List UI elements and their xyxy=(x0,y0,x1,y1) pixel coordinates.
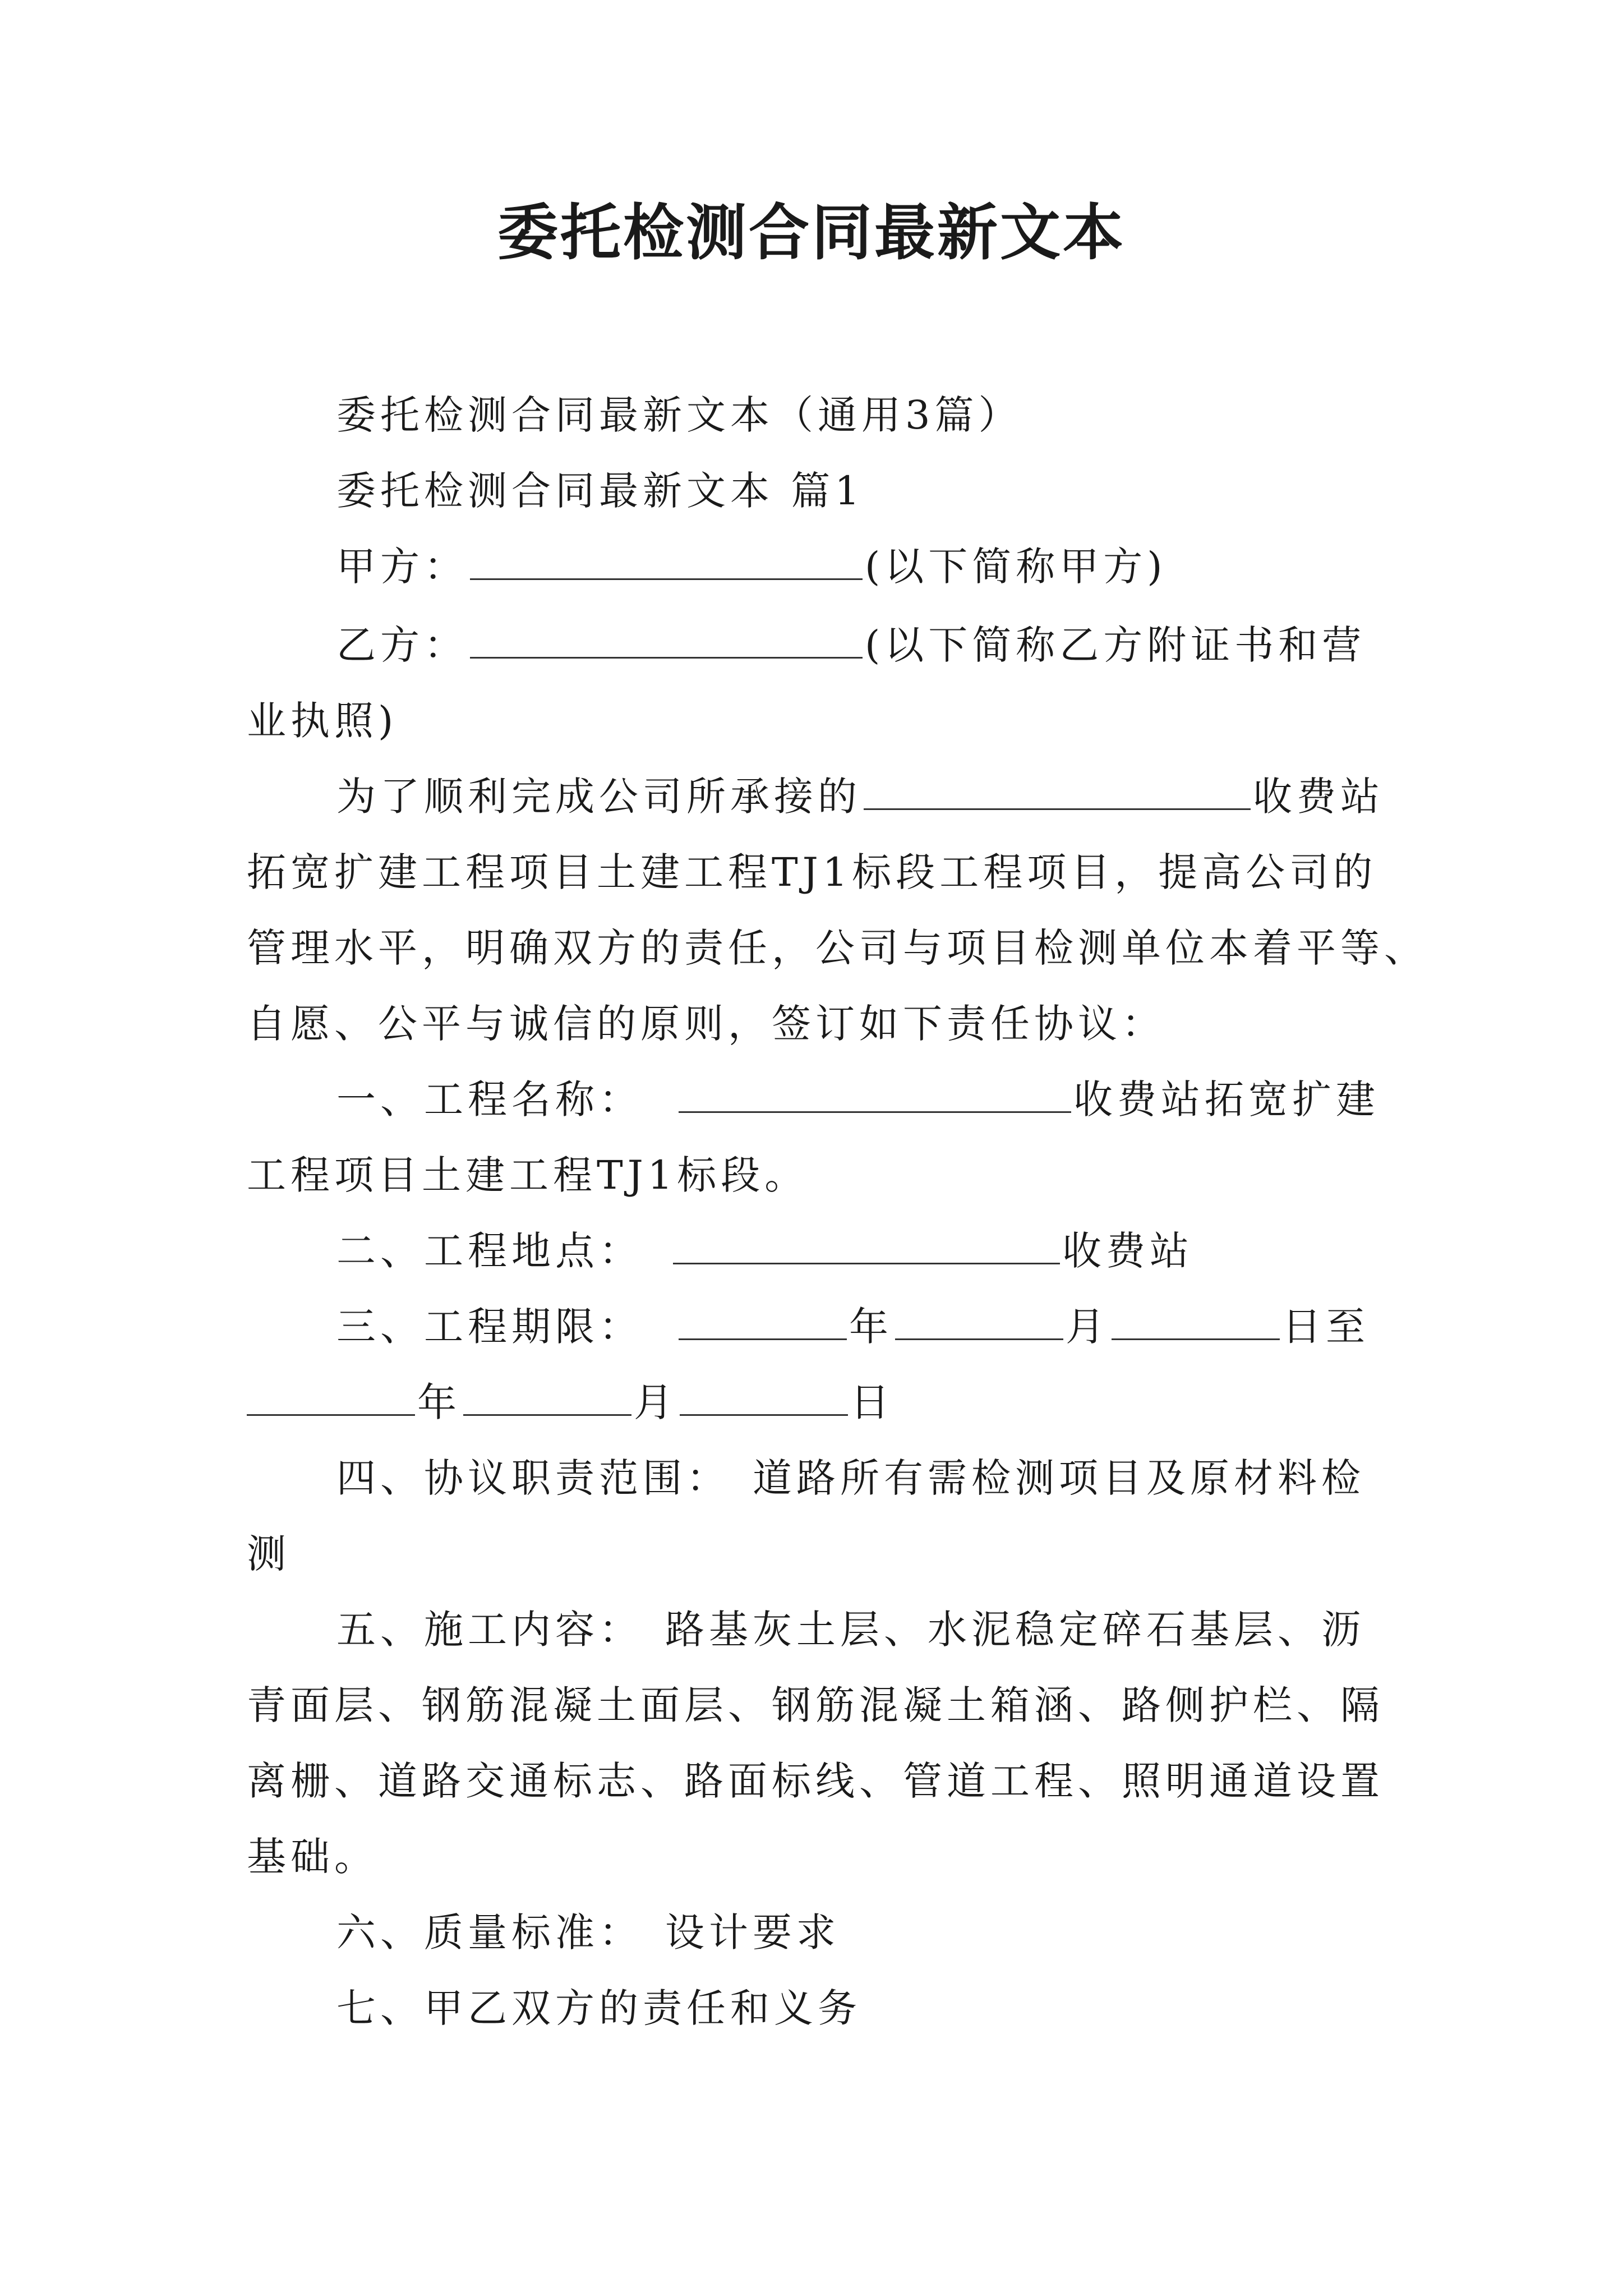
item-3-end-month-blank xyxy=(463,1375,631,1416)
item-5-line-4: 基础。 xyxy=(247,1834,378,1880)
party-b-line xyxy=(336,617,1366,673)
item-1-blank xyxy=(679,1072,1071,1113)
intro-line-1 xyxy=(336,769,1384,825)
party-a-label: 甲方： xyxy=(336,544,468,590)
item-7-line: 七、甲乙双方的责任和义务 xyxy=(336,1985,861,2031)
party-b-blank xyxy=(470,618,863,659)
item-1-suffix: 收费站拓宽扩建 xyxy=(1073,1076,1380,1122)
item-4-continuation: 测 xyxy=(247,1531,291,1577)
item-4-line xyxy=(336,1450,1365,1506)
party-a-blank xyxy=(470,539,863,580)
intro-line-4: 自愿、公平与诚信的原则，签订如下责任协议： xyxy=(247,1001,1165,1047)
item-3-label: 三、工程期限： xyxy=(336,1304,643,1350)
item-6-line xyxy=(336,1904,840,1961)
party-b-label: 乙方： xyxy=(336,622,468,668)
item-2-label: 二、工程地点： xyxy=(336,1228,643,1274)
item-2-suffix: 收费站 xyxy=(1062,1228,1193,1274)
item-3-start-month-blank xyxy=(895,1299,1063,1340)
item-3-year-1: 年 xyxy=(849,1304,893,1350)
item-3-year-2: 年 xyxy=(417,1379,461,1425)
item-2-blank xyxy=(673,1223,1060,1264)
item-3-start-year-blank xyxy=(679,1299,847,1340)
party-a-line xyxy=(336,539,1167,595)
intro-blank xyxy=(864,769,1251,810)
item-3-month-2: 月 xyxy=(634,1379,677,1425)
item-3-line xyxy=(336,1299,1370,1355)
intro-prefix: 为了顺利完成公司所承接的 xyxy=(336,774,861,820)
item-5-label: 五、施工内容： xyxy=(336,1607,643,1653)
item-3-day-to: 日至 xyxy=(1282,1304,1370,1350)
item-3-end-day-blank xyxy=(680,1375,848,1416)
item-5-line-1: 路基灰土层、水泥稳定碎石基层、沥 xyxy=(665,1607,1365,1653)
party-b-suffix: (以下简称乙方附证书和营 xyxy=(865,622,1366,668)
item-3-day: 日 xyxy=(850,1379,894,1425)
item-2-line xyxy=(336,1223,1193,1279)
item-6-value: 设计要求 xyxy=(665,1910,840,1955)
item-3-end-year-blank xyxy=(247,1375,415,1416)
item-4-label: 四、协议职责范围： xyxy=(336,1455,730,1501)
item-4-value: 道路所有需检测项目及原材料检 xyxy=(753,1455,1365,1501)
item-5-line xyxy=(336,1602,1365,1658)
intro-line-2: 拓宽扩建工程项目土建工程TJ1标段工程项目，提高公司的 xyxy=(247,849,1377,895)
party-a-suffix: (以下简称甲方) xyxy=(865,544,1167,590)
item-5-line-2: 青面层、钢筋混凝土面层、钢筋混凝土箱涵、路侧护栏、隔 xyxy=(247,1682,1384,1728)
document-title: 委托检测合同最新文本 xyxy=(497,197,1126,268)
party-b-continuation: 业执照) xyxy=(247,698,398,744)
item-3-month-1: 月 xyxy=(1066,1304,1109,1350)
item-6-label: 六、质量标准： xyxy=(336,1910,643,1955)
part-heading: 委托检测合同最新文本 篇1 xyxy=(336,468,864,514)
item-1-label: 一、工程名称： xyxy=(336,1076,643,1122)
intro-suffix: 收费站 xyxy=(1253,774,1384,820)
intro-line-3: 管理水平，明确双方的责任，公司与项目检测单位本着平等、 xyxy=(247,925,1428,971)
item-1-line xyxy=(336,1071,1380,1128)
item-3-start-day-blank xyxy=(1112,1299,1280,1340)
item-1-continuation: 工程项目土建工程TJ1标段。 xyxy=(247,1152,809,1198)
item-5-line-3: 离栅、道路交通标志、路面标线、管道工程、照明通道设置 xyxy=(247,1758,1384,1804)
item-3-continuation xyxy=(247,1374,894,1430)
subtitle: 委托检测合同最新文本（通用3篇） xyxy=(336,392,1022,438)
